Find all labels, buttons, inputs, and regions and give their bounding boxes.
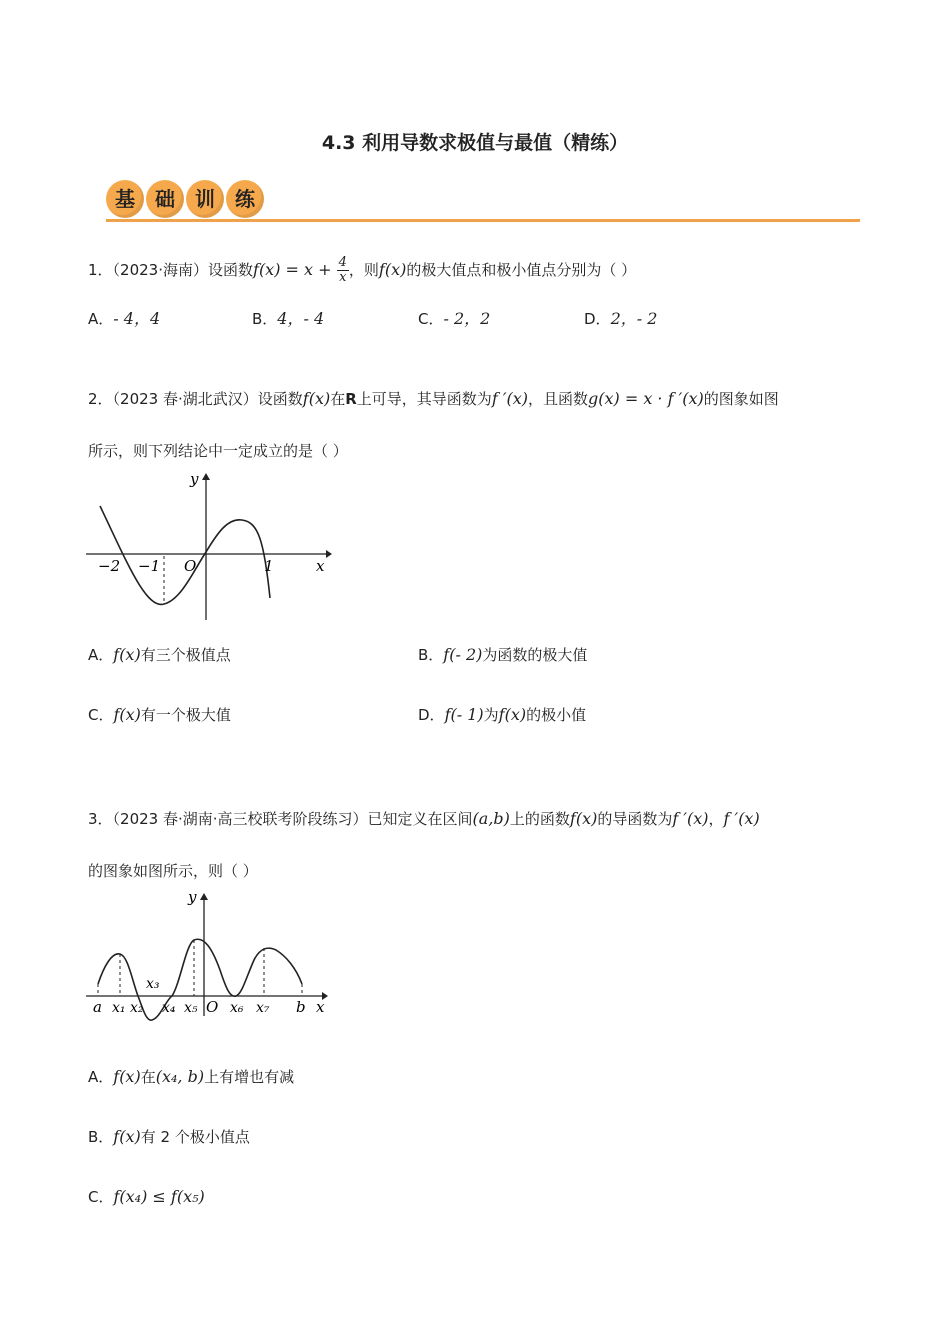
option-label: B． [88, 1128, 114, 1146]
option-label: D． [418, 706, 445, 724]
option-mid: 为 [483, 706, 499, 724]
option-label: B． [252, 310, 278, 328]
option-text: 有三个极值点 [140, 646, 231, 664]
q3-text-c: 的导函数为 [597, 810, 673, 828]
option-value: - 2，2 [443, 309, 491, 328]
q3-label-x2: x₂ [130, 1000, 144, 1016]
option-value: - 4，4 [113, 309, 161, 328]
option-math: f(x₄) ≤ f(x₅) [113, 1187, 205, 1206]
q3-label-x3: x₃ [146, 976, 160, 992]
q3-origin: O [206, 998, 219, 1016]
option-label: C． [88, 706, 114, 724]
q2-text-e: 的图象如图 [703, 390, 779, 408]
q1-fx: f(x) [378, 260, 407, 279]
q1-option-a[interactable] [88, 306, 160, 329]
option-label: D． [584, 310, 611, 328]
section-banner [88, 176, 860, 224]
q1-text-c: 的极大值点和极小值点分别为（ ） [406, 261, 637, 279]
q3-text-a: 已知定义在区间 [367, 810, 473, 828]
option-math: f(x) [113, 705, 141, 724]
q2-option-a[interactable] [88, 644, 231, 665]
option-text: 为函数的极大值 [482, 646, 588, 664]
option-value: 4，- 4 [277, 309, 325, 328]
q2-origin: O [184, 557, 197, 575]
q2-gx: g(x) = x · f ′(x) [587, 389, 704, 408]
question-2-line-2: 所示，则下列结论中一定成立的是（ ） [88, 442, 348, 460]
q1-text-b: ，则 [348, 261, 379, 279]
q2-R: R [345, 390, 357, 408]
option-label: A． [88, 1068, 114, 1086]
option-math: f(- 1) [444, 705, 484, 724]
q1-number: 1． [88, 261, 113, 279]
q3-label-x6: x₆ [230, 1000, 244, 1016]
q2-tick-minus2: −2 [98, 557, 121, 575]
q1-frac-den: x [339, 270, 347, 285]
q3-number: 3． [88, 810, 113, 828]
q2-fpx: f ′(x) [491, 389, 528, 408]
q3-y-arrow [200, 893, 208, 900]
q2-option-c[interactable] [88, 704, 231, 725]
q1-formula: f(x) = x + [253, 260, 337, 279]
q1-frac-num: 4 [338, 255, 347, 270]
q2-tick-minus1: −1 [138, 557, 161, 575]
q2-number: 2． [88, 390, 113, 408]
q2-text-c: 上可导，其导函数为 [356, 390, 492, 408]
option-text: 有一个极大值 [140, 706, 231, 724]
q3-fpx: f ′(x) [672, 809, 709, 828]
option-math: f(- 2) [443, 645, 483, 664]
q2-text-b: 在 [330, 390, 346, 408]
q1-option-b[interactable] [252, 306, 324, 329]
banner-char-2: 础 [146, 180, 184, 218]
option-label: C． [418, 310, 444, 328]
banner-underline [106, 219, 860, 222]
q2-text-d: ，且函数 [527, 390, 588, 408]
q2-x-label: x [316, 557, 325, 575]
banner-char-3: 训 [186, 180, 224, 218]
q3-label-a: a [93, 998, 102, 1016]
q3-graph [86, 888, 336, 1023]
option-text: 有 2 个极小值点 [140, 1128, 250, 1146]
q2-y-label: y [190, 470, 199, 488]
q2-tick-1: 1 [264, 557, 274, 575]
q1-option-c[interactable] [418, 306, 490, 329]
q3-fx: f(x) [569, 809, 598, 828]
option-math: f(x) [113, 1067, 141, 1086]
option-label: A． [88, 310, 114, 328]
q3-label-x5: x₅ [184, 1000, 198, 1016]
option-label: A． [88, 646, 114, 664]
q3-text-d: ， [708, 810, 724, 828]
option-text: 上有增也有减 [204, 1068, 295, 1086]
option-mid: 在 [140, 1068, 156, 1086]
q2-option-d[interactable] [418, 704, 586, 725]
option-math-2: (x₄, b) [155, 1067, 205, 1086]
q2-text-a: 设函数 [257, 390, 303, 408]
q2-curve [100, 506, 270, 604]
q2-fx: f(x) [302, 389, 331, 408]
question-3-line-1 [88, 808, 760, 829]
banner-char-4: 练 [226, 180, 264, 218]
q1-option-d[interactable] [584, 306, 657, 329]
q2-source: （2023 春·湖北武汉） [112, 390, 258, 408]
q3-option-c[interactable] [88, 1186, 205, 1207]
page-title: 4.3 利用导数求极值与最值（精练） [321, 132, 629, 154]
question-3-line-2: 的图象如图所示，则（ ） [88, 862, 258, 880]
option-math-2: f(x) [498, 705, 527, 724]
option-value: 2，- 2 [610, 309, 658, 328]
q3-option-a[interactable] [88, 1066, 294, 1087]
q3-label-x4: x₄ [162, 1000, 176, 1016]
q2-y-arrow [202, 473, 210, 480]
q3-interval: (a,b) [472, 809, 510, 828]
q1-text-a: 设函数 [208, 261, 254, 279]
q3-source: （2023 春·湖南·高三校联考阶段练习） [112, 810, 368, 828]
q3-y-label: y [188, 888, 197, 906]
banner-char-1: 基 [106, 180, 144, 218]
option-math: f(x) [113, 645, 141, 664]
q3-label-x1: x₁ [112, 1000, 126, 1016]
question-1 [88, 256, 636, 285]
q2-x-arrow [326, 550, 332, 558]
q3-option-b[interactable] [88, 1126, 250, 1147]
option-math: f(x) [113, 1127, 141, 1146]
q3-label-x7: x₇ [256, 1000, 270, 1016]
q2-graph [86, 470, 336, 630]
option-label: C． [88, 1188, 114, 1206]
q3-label-b: b [296, 998, 306, 1016]
option-label: B． [418, 646, 444, 664]
q3-x-label: x [316, 998, 325, 1016]
q3-curve [98, 939, 302, 1020]
q3-text-b: 上的函数 [509, 810, 570, 828]
q1-fraction [337, 256, 349, 285]
q2-option-b[interactable] [418, 644, 587, 665]
question-2-line-1 [88, 388, 779, 409]
q1-source: （2023·海南） [112, 261, 208, 279]
option-text: 的极小值 [526, 706, 587, 724]
q3-fpx-2: f ′(x) [723, 809, 760, 828]
